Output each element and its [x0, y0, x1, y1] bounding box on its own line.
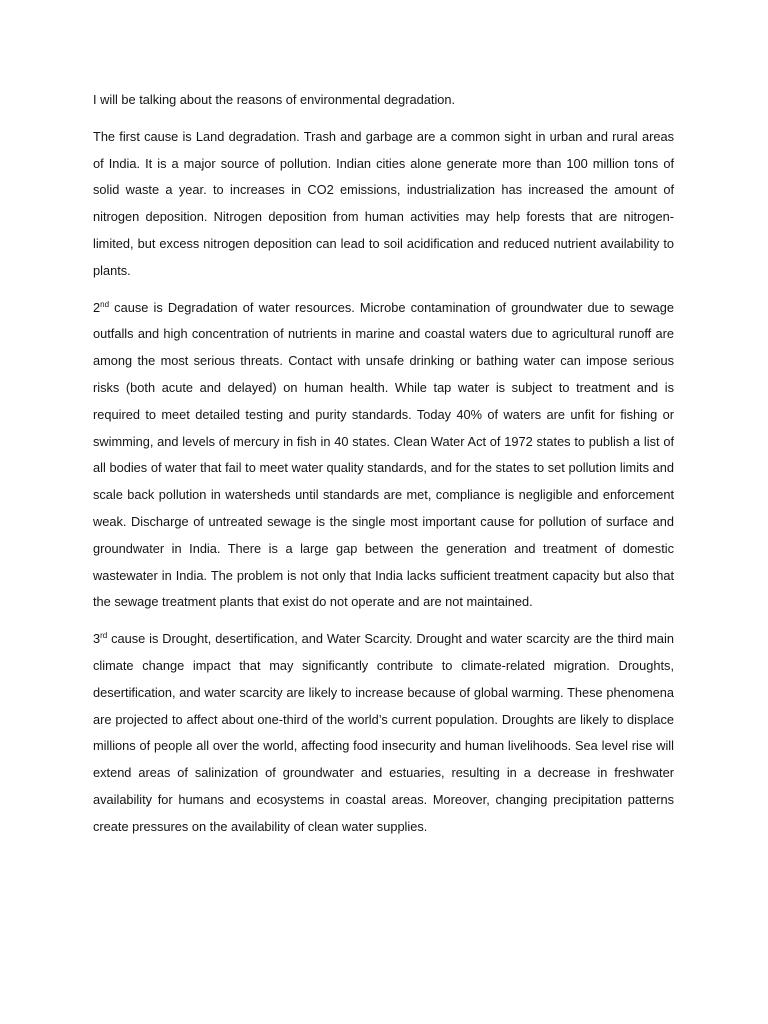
paragraph-body: cause is Drought, desertification, and Water Scarcity. Drought and water scarcity are the third main climate change impact that may significantly contribute to climate-related migration. Droughts, desertification, and water scarcity are likely to increase because of global warming. These phenomena are projected to affect about one-third of the world’s current population. Droughts are likely to displace millions of people all over the world, affecting food insecurity and human livelihoods. Sea level rise will extend areas of salinization of groundwater and estuaries, resulting in a decrease in freshwater availability for humans and ecosystems in coastal areas. Moreover, changing precipitation patterns create pressures on the availability of clean water supplies. — [93, 631, 674, 834]
ordinal-suffix: nd — [100, 299, 110, 309]
cause-number: 2 — [93, 299, 101, 315]
land-degradation-paragraph: The first cause is Land degradation. Trash and garbage are a common sight in urban and rural areas of India. It is a major source of pollution. Indian cities alone generate more than 100 million tons of solid waste a year. to increases in CO2 emissions, industrialization has increased the amount of nitrogen deposition. Nitrogen deposition from human activities may help forests that are nitrogen-limited, but excess nitrogen deposition can lead to soil acidification and reduced nutrient availability to plants. — [93, 128, 674, 278]
document-page — [93, 87, 674, 851]
paragraph-body: cause is Degradation of water resources. Microbe contamination of groundwater due to sewage outfalls and high concentration of nutrients in marine and coastal waters due to agricultural runoff are among the most serious threats. Contact with unsafe drinking or bathing water can impose serious risks (both acute and delayed) on human health. While tap water is subject to treatment and is required to meet detailed testing and purity standards. Today 40% of waters are unfit for fishing or swimming, and levels of mercury in fish in 40 states. Clean Water Act of 1972 states to publish a list of all bodies of water that fail to meet water quality standards, and for the states to set pollution limits and scale back pollution in watersheds until standards are met, compliance is negligible and enforcement weak. Discharge of untreated sewage is the single most important cause for pollution of surface and groundwater in India. There is a large gap between the generation and treatment of domestic wastewater in India. The problem is not only that India lacks sufficient treatment capacity but also that the sewage treatment plants that exist do not operate and are not maintained. — [93, 299, 674, 610]
drought-paragraph — [93, 626, 674, 840]
cause-number: 3 — [93, 631, 101, 647]
ordinal-suffix: rd — [100, 631, 108, 641]
water-resources-paragraph — [93, 295, 674, 617]
intro-paragraph: I will be talking about the reasons of environmental degradation. — [93, 92, 456, 107]
